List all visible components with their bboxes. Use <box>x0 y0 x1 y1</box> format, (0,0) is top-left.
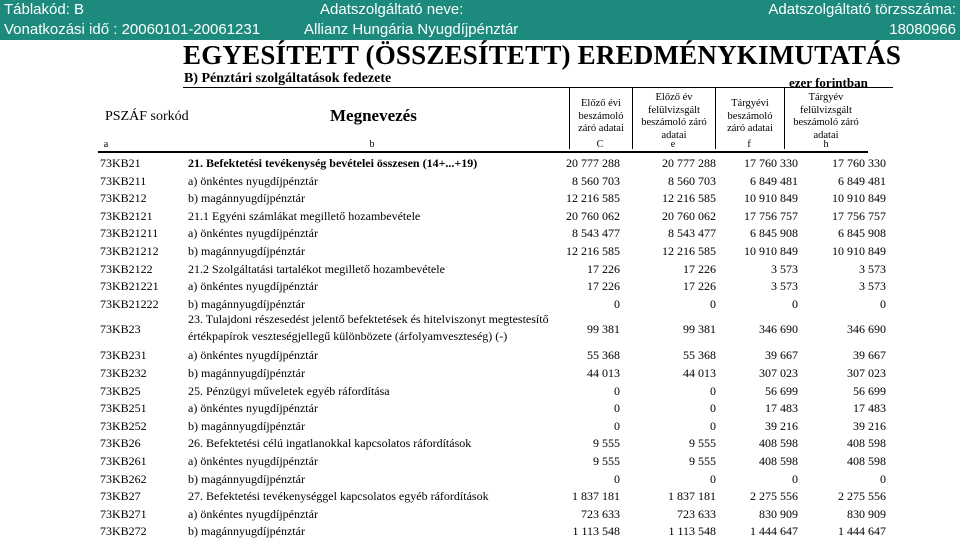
value-e: 1 113 548 <box>668 524 716 539</box>
value-h: 830 909 <box>847 506 886 521</box>
value-c: 9 555 <box>593 436 620 451</box>
col-divider-c <box>569 87 570 149</box>
value-h: 408 598 <box>847 436 886 451</box>
section-subtitle: B) Pénztári szolgáltatások fedezete <box>184 71 392 86</box>
col-f-header <box>718 98 782 136</box>
value-h: 3 573 <box>859 261 886 276</box>
value-e: 20 777 288 <box>662 156 716 170</box>
value-h: 10 910 849 <box>832 191 886 206</box>
value-c: 55 368 <box>587 348 620 363</box>
row-name: a) önkéntes nyugdíjpénztár <box>188 279 318 294</box>
table-row <box>0 224 960 242</box>
value-h: 39 667 <box>853 348 886 363</box>
row-name: b) magánnyugdíjpénztár <box>188 296 305 311</box>
row-code: 73KB21212 <box>100 244 159 258</box>
value-c: 9 555 <box>593 454 620 468</box>
col-divider-f <box>715 87 716 149</box>
table-row <box>0 346 960 364</box>
table-row <box>0 260 960 278</box>
row-code: 73KB26 <box>100 436 141 451</box>
row-name: 26. Befektetési célú ingatlanokkal kapcsolatos ráfordítások <box>188 436 472 451</box>
value-e: 0 <box>710 418 716 433</box>
value-e: 17 226 <box>683 279 716 294</box>
header-top-rule <box>183 87 893 88</box>
value-c: 20 777 288 <box>566 156 620 170</box>
table-row <box>0 172 960 190</box>
row-code: 73KB212 <box>100 191 147 206</box>
row-name: b) magánnyugdíjpénztár <box>188 366 305 380</box>
row-code: 73KB262 <box>100 471 147 486</box>
col-divider-e <box>632 87 633 149</box>
row-code: 73KB251 <box>100 401 147 416</box>
col-h-header-line: felülvizsgált <box>800 104 852 116</box>
value-f: 39 216 <box>765 418 798 433</box>
row-code: 73KB271 <box>100 506 147 521</box>
col-h-header <box>788 92 864 142</box>
value-h: 0 <box>880 471 886 486</box>
value-e: 44 013 <box>683 366 716 380</box>
table-row <box>0 487 960 505</box>
value-f: 3 573 <box>771 261 798 276</box>
row-name-cont: értékpapírok veszteségjellegű különbözete (árfolyamveszteség) (-) <box>188 329 508 344</box>
value-h: 39 216 <box>853 418 886 433</box>
value-c: 1 837 181 <box>572 489 620 504</box>
table-row <box>0 399 960 417</box>
value-f: 346 690 <box>759 322 798 337</box>
row-name: a) önkéntes nyugdíjpénztár <box>188 348 318 363</box>
value-h: 346 690 <box>847 322 886 337</box>
value-e: 0 <box>710 296 716 311</box>
row-code: 73KB232 <box>100 366 147 380</box>
col-e-header-line: Előző év <box>655 92 693 103</box>
row-code: 73KB25 <box>100 383 141 398</box>
value-h: 307 023 <box>847 366 886 380</box>
value-f: 307 023 <box>759 366 798 380</box>
row-name: 21.2 Szolgáltatási tartalékot megillető hozambevétele <box>188 261 445 276</box>
provider-name-label: Adatszolgáltató neve: <box>320 1 464 18</box>
value-h: 3 573 <box>859 279 886 294</box>
value-f: 6 845 908 <box>750 226 798 241</box>
col-e-header-line: beszámoló záró <box>641 117 707 128</box>
letter-a: a <box>103 139 109 150</box>
value-h: 56 699 <box>853 383 886 398</box>
col-divider-h <box>784 87 785 149</box>
value-e: 12 216 585 <box>662 244 716 258</box>
provider-id-value: 18080966 <box>889 21 956 38</box>
value-h: 2 275 556 <box>838 489 886 504</box>
header-bar-2 <box>0 20 960 40</box>
table-row <box>0 154 960 172</box>
value-f: 17 756 757 <box>744 208 798 223</box>
row-code: 73KB2122 <box>100 261 153 276</box>
table-row <box>0 382 960 400</box>
value-e: 99 381 <box>683 322 716 337</box>
row-code: 73KB21 <box>100 156 141 170</box>
col-f-header-line: Tárgyévi <box>731 98 769 109</box>
value-h: 0 <box>880 296 886 311</box>
value-h: 6 845 908 <box>838 226 886 241</box>
row-name: a) önkéntes nyugdíjpénztár <box>188 454 318 468</box>
row-name: a) önkéntes nyugdíjpénztár <box>188 506 318 521</box>
row-name: b) magánnyugdíjpénztár <box>188 524 305 539</box>
table-row <box>0 277 960 295</box>
value-h: 408 598 <box>847 454 886 468</box>
value-e: 0 <box>710 401 716 416</box>
value-f: 10 910 849 <box>744 191 798 206</box>
value-c: 1 113 548 <box>572 524 620 539</box>
row-code: 73KB272 <box>100 524 147 539</box>
value-f: 39 667 <box>765 348 798 363</box>
unit-label: ezer forintban <box>789 75 868 90</box>
value-h: 1 444 647 <box>838 524 886 539</box>
table-row <box>0 434 960 452</box>
value-f: 830 909 <box>759 506 798 521</box>
row-name: a) önkéntes nyugdíjpénztár <box>188 226 318 241</box>
pszaf-header: PSZÁF sorkód <box>105 109 189 124</box>
value-f: 2 275 556 <box>750 489 798 504</box>
value-c: 0 <box>614 296 620 311</box>
value-c: 20 760 062 <box>566 208 620 223</box>
col-h-header-line: Tárgyév <box>808 92 844 103</box>
value-h: 17 760 330 <box>832 156 886 170</box>
value-f: 408 598 <box>759 454 798 468</box>
col-c-header-line: záró adatai <box>578 123 624 134</box>
row-name: b) magánnyugdíjpénztár <box>188 244 305 258</box>
row-code: 73KB252 <box>100 418 147 433</box>
value-f: 17 483 <box>765 401 798 416</box>
letter-b: b <box>369 139 375 150</box>
row-name: a) önkéntes nyugdíjpénztár <box>188 401 318 416</box>
table-row <box>0 417 960 435</box>
value-h: 10 910 849 <box>832 244 886 258</box>
table-row <box>0 312 960 346</box>
row-code: 73KB211 <box>100 173 147 188</box>
value-c: 8 560 703 <box>572 173 620 188</box>
provider-name-value: Allianz Hungária Nyugdíjpénztár <box>304 21 519 38</box>
row-code: 73KB21222 <box>100 296 159 311</box>
value-e: 8 543 477 <box>668 226 716 241</box>
letter-h: h <box>823 139 829 150</box>
value-f: 10 910 849 <box>744 244 798 258</box>
row-name: 21. Befektetési tevékenység bevételei összesen (14+...+19) <box>188 156 478 170</box>
value-f: 56 699 <box>765 383 798 398</box>
value-f: 0 <box>792 471 798 486</box>
value-c: 12 216 585 <box>566 191 620 206</box>
col-h-header-line: adatai <box>813 129 839 141</box>
row-name: 21.1 Egyéni számlákat megillető hozambevétele <box>188 208 421 223</box>
col-c-header-line: Előző évi <box>581 98 621 109</box>
header-bar-1 <box>0 0 960 20</box>
row-name: b) magánnyugdíjpénztár <box>188 191 305 206</box>
value-e: 0 <box>710 383 716 398</box>
period-label: Vonatkozási idő : 20060101-20061231 <box>4 21 261 38</box>
value-f: 3 573 <box>771 279 798 294</box>
value-e: 1 837 181 <box>668 489 716 504</box>
row-name: 23. Tulajdoni részesedést jelentő befektetések és hitelviszonyt megtestesítő <box>188 312 549 327</box>
table-code-label: Táblakód: B <box>4 1 85 18</box>
row-code: 73KB231 <box>100 348 147 363</box>
value-c: 0 <box>614 418 620 433</box>
col-e-header-line: felülvizsgált <box>648 104 700 116</box>
value-e: 0 <box>710 471 716 486</box>
value-c: 12 216 585 <box>566 244 620 258</box>
value-e: 8 560 703 <box>668 173 716 188</box>
value-c: 0 <box>614 401 620 416</box>
col-h-header-line: beszámoló záró <box>793 117 859 128</box>
col-e-header-line: adatai <box>661 129 687 141</box>
table-row <box>0 364 960 382</box>
value-e: 9 555 <box>689 454 716 468</box>
value-f: 17 760 330 <box>744 156 798 170</box>
col-c-header-line: beszámoló <box>578 110 624 122</box>
value-e: 20 760 062 <box>662 208 716 223</box>
row-code: 73KB21221 <box>100 279 159 294</box>
table-row <box>0 295 960 313</box>
page-title: EGYESÍTETT (ÖSSZESÍTETT) EREDMÉNYKIMUTATÁS <box>183 40 902 70</box>
table-row <box>0 505 960 523</box>
value-c: 723 633 <box>581 506 620 521</box>
table-row <box>0 452 960 470</box>
value-c: 17 226 <box>587 279 620 294</box>
value-e: 9 555 <box>689 436 716 451</box>
letter-f: f <box>747 139 751 150</box>
value-c: 99 381 <box>587 322 620 337</box>
value-c: 8 543 477 <box>572 226 620 241</box>
value-f: 1 444 647 <box>750 524 798 539</box>
value-e: 55 368 <box>683 348 716 363</box>
value-e: 723 633 <box>677 506 716 521</box>
table-row <box>0 242 960 260</box>
table-row <box>0 189 960 207</box>
table-row <box>0 522 960 540</box>
row-code: 73KB261 <box>100 454 147 468</box>
value-e: 12 216 585 <box>662 191 716 206</box>
col-f-header-line: beszámoló <box>727 110 773 122</box>
row-name: b) magánnyugdíjpénztár <box>188 418 305 433</box>
row-name: a) önkéntes nyugdíjpénztár <box>188 173 318 188</box>
value-c: 44 013 <box>587 366 620 380</box>
value-f: 0 <box>792 296 798 311</box>
value-h: 6 849 481 <box>838 173 886 188</box>
row-name: b) magánnyugdíjpénztár <box>188 471 305 486</box>
value-c: 0 <box>614 471 620 486</box>
row-code: 73KB23 <box>100 322 141 337</box>
provider-id-label: Adatszolgáltató törzsszáma: <box>768 1 956 18</box>
row-name: 27. Befektetési tevékenységgel kapcsolatos egyéb ráfordítások <box>188 489 489 504</box>
value-h: 17 483 <box>853 401 886 416</box>
col-e-header <box>636 92 712 142</box>
table-row <box>0 207 960 225</box>
col-c-header <box>573 98 629 136</box>
megnevezes-header: Megnevezés <box>330 106 417 125</box>
value-f: 6 849 481 <box>750 173 798 188</box>
row-code: 73KB27 <box>100 489 141 504</box>
row-name: 25. Pénzügyi műveletek egyéb ráfordítása <box>188 383 390 398</box>
value-e: 17 226 <box>683 261 716 276</box>
value-c: 17 226 <box>587 261 620 276</box>
row-code: 73KB21211 <box>100 226 159 241</box>
header-bottom-rule <box>98 151 868 153</box>
row-code: 73KB2121 <box>100 208 153 223</box>
value-f: 408 598 <box>759 436 798 451</box>
col-f-header-line: záró adatai <box>727 123 773 134</box>
letter-e: e <box>670 139 676 150</box>
value-h: 17 756 757 <box>832 208 886 223</box>
value-c: 0 <box>614 383 620 398</box>
letter-c: C <box>596 139 604 150</box>
